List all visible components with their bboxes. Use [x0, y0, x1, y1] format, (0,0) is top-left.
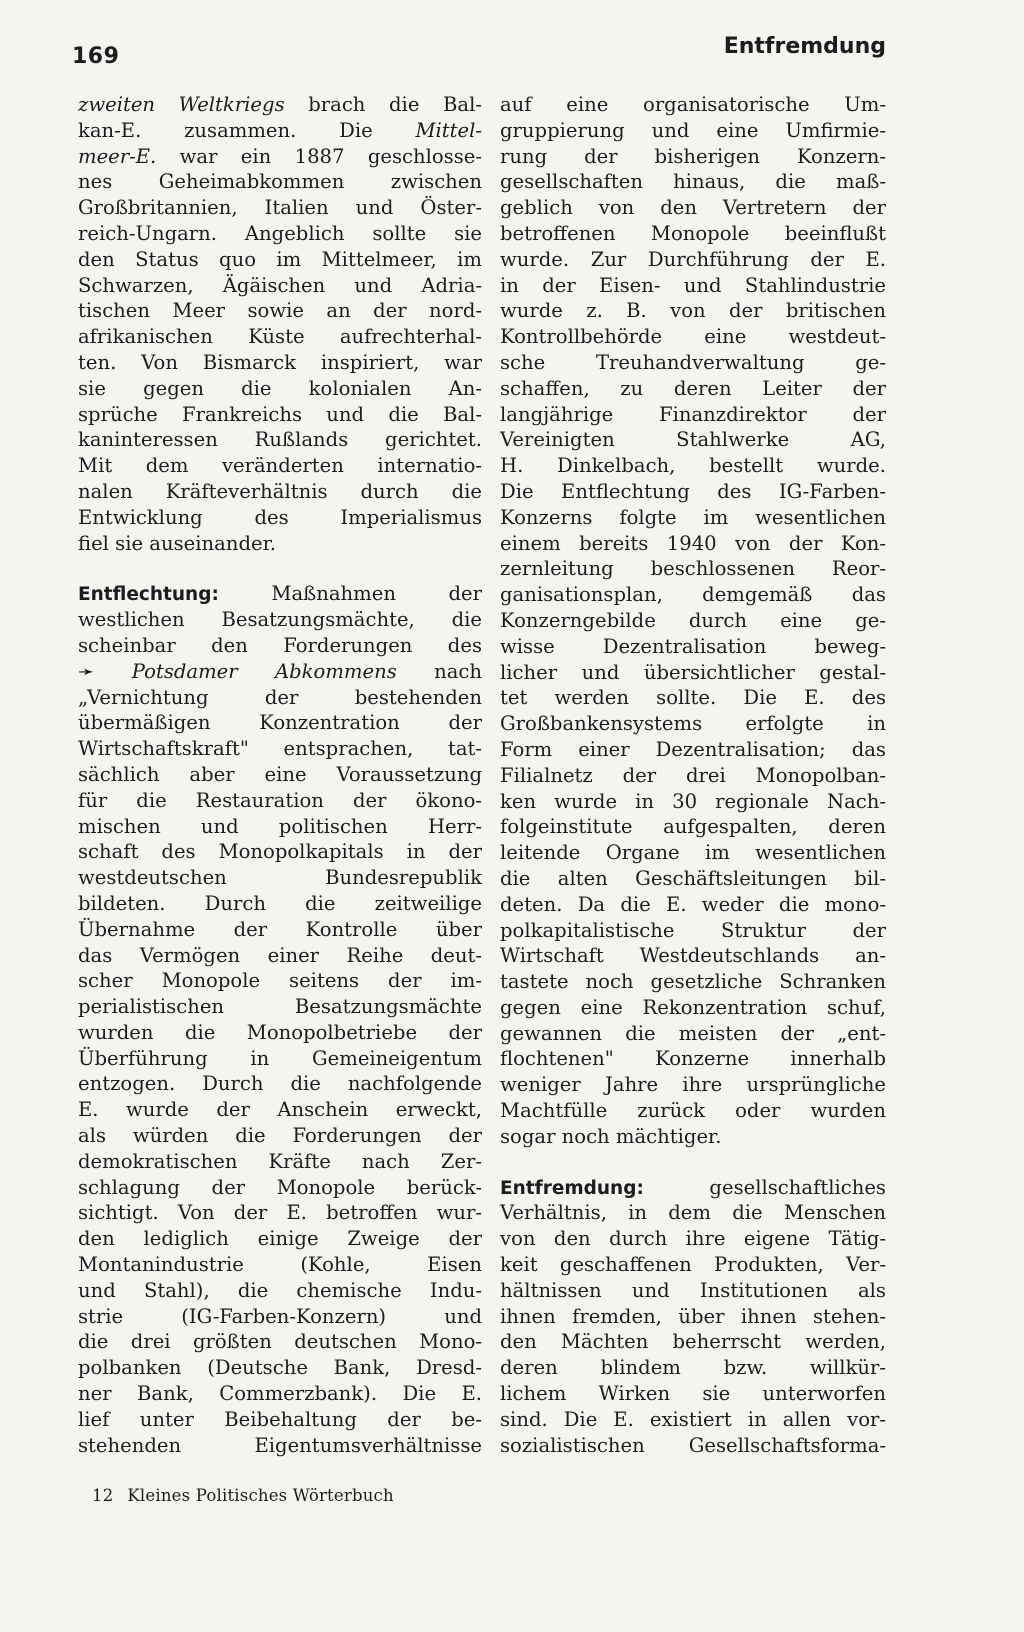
text-line: von den durch ihre eigene Tätig- [500, 1227, 886, 1251]
text-line: den Status quo im Mittelmeer, im [78, 247, 482, 271]
text-line: lichem Wirken sie unterworfen [500, 1382, 886, 1406]
text-line: stehenden Eigentumsverhältnisse [78, 1433, 482, 1457]
text-line: leitende Organe im wesentlichen [500, 841, 886, 865]
text-span: kan-E. zusammen. Die [78, 118, 416, 142]
text-line: H. Dinkelbach, bestellt wurde. [500, 454, 886, 478]
text-line: schlagung der Monopole berück- [78, 1175, 482, 1199]
paragraph-entflechtung-continued [500, 92, 886, 1150]
text-line: Kontrollbehörde eine westdeut- [500, 325, 886, 349]
text-line: scheinbar den Forderungen des [78, 633, 482, 657]
text-line: licher und übersichtlicher gestal- [500, 660, 886, 684]
text-line: Form einer Dezentralisation; das [500, 737, 886, 761]
text-line: westdeutschen Bundesrepublik [78, 866, 482, 890]
text-line: tastete noch gesetzliche Schranken [500, 970, 886, 994]
text-line: langjährige Finanzdirektor der [500, 402, 886, 426]
text-line: sche Treuhandverwaltung ge- [500, 350, 886, 374]
text-line: Filialnetz der drei Monopolban- [500, 763, 886, 787]
page-footer [92, 1486, 394, 1505]
text-line: deren blindem bzw. willkür- [500, 1356, 886, 1380]
paragraph-gap [78, 556, 482, 581]
text-line: wisse Dezentralisation beweg- [500, 634, 886, 658]
entry-term-entfremdung: Entfremdung: [500, 1177, 644, 1199]
text-line: sichtigt. Von der E. betroffen wur- [78, 1201, 482, 1225]
text-line: strie (IG-Farben-Konzern) und [78, 1304, 482, 1328]
text-line: ner Bank, Commerzbank). Die E. [78, 1382, 482, 1406]
text-line [78, 144, 482, 170]
text-line: wurde z. B. von der britischen [500, 299, 886, 323]
text-line: wurden die Monopolbetriebe der [78, 1020, 482, 1044]
text-line: ken wurde in 30 regionale Nach- [500, 789, 886, 813]
text-line: Großbankensystems erfolgte in [500, 712, 886, 736]
paragraph-entflechtung-body [78, 685, 482, 1459]
text-line: sind. Die E. existiert in allen vor- [500, 1407, 886, 1431]
text-line: fiel sie auseinander. [78, 531, 277, 555]
text-line: demokratischen Kräfte nach Zer- [78, 1149, 482, 1173]
text-line: Schwarzen, Ägäischen und Adria- [78, 273, 482, 297]
text-line: Die Entflechtung des IG-Farben- [500, 479, 886, 503]
text-line: Verhältnis, in dem die Menschen [500, 1201, 886, 1225]
text-span: nach [396, 659, 482, 683]
text-line: Konzerns folgte im wesentlichen [500, 505, 886, 529]
paragraph-entflechtung-start [78, 607, 482, 659]
text-line: Wirtschaft Westdeutschlands an- [500, 944, 886, 968]
text-line: mischen und politischen Herr- [78, 814, 482, 838]
text-line: nes Geheimabkommen zwischen [78, 170, 482, 194]
text-line: geblich von den Vertretern der [500, 196, 886, 220]
text-line: afrikanischen Küste aufrechterhal- [78, 325, 482, 349]
text-line: den lediglich einige Zweige der [78, 1227, 482, 1251]
text-line: sogar noch mächtiger. [500, 1124, 722, 1148]
text-line: bildeten. Durch die zeitweilige [78, 891, 482, 915]
printer-signature: 12 [92, 1486, 114, 1505]
text-span: Maßnahmen der [218, 582, 482, 606]
text-line: tischen Meer sowie an der nord- [78, 299, 482, 323]
text-line: betroffenen Monopole beeinflußt [500, 221, 886, 245]
text-line: sozialistischen Gesellschaftsforma- [500, 1433, 886, 1457]
text-line: Montanindustrie (Kohle, Eisen [78, 1253, 482, 1277]
text-line: entzogen. Durch die nachfolgende [78, 1072, 482, 1096]
entry-first-line [78, 581, 482, 607]
text-line: übermäßigen Konzentration der [78, 711, 482, 735]
text-span: war ein 1887 geschlosse- [156, 144, 482, 168]
text-line: flochtenen" Konzerne innerhalb [500, 1047, 886, 1071]
paragraph-gap [500, 1150, 886, 1175]
text-line: einem bereits 1940 von der Kon- [500, 531, 886, 555]
text-line: rung der bisherigen Konzern- [500, 144, 886, 168]
text-line: sie gegen die kolonialen An- [78, 376, 482, 400]
text-line: nalen Kräfteverhältnis durch die [78, 479, 482, 503]
arrow-icon: ➛ [78, 659, 95, 683]
text-line: zernleitung beschlossenen Reor- [500, 557, 886, 581]
text-line: den Mächten beherrscht werden, [500, 1330, 886, 1354]
text-line [78, 92, 482, 118]
right-column [500, 92, 886, 1458]
text-line: Vereinigten Stahlwerke AG, [500, 428, 886, 452]
text-line: Mit dem veränderten internatio- [78, 454, 482, 478]
text-line: die alten Geschäftsleitungen bil- [500, 866, 886, 890]
paragraph-balkan [78, 169, 482, 556]
entry-term-entflechtung: Entflechtung: [78, 584, 219, 606]
running-head: Entfremdung [723, 34, 886, 59]
text-line: folgeinstitute aufgespalten, deren [500, 815, 886, 839]
text-line: polkapitalistische Struktur der [500, 918, 886, 942]
text-line [78, 118, 482, 144]
cross-reference-potsdamer-abkommen: Potsdamer Abkommens [94, 659, 397, 683]
italic-term: meer-E. [78, 144, 157, 168]
text-line: das Vermögen einer Reihe deut- [78, 943, 482, 967]
text-line: ganisationsplan, demgemäß das [500, 583, 886, 607]
text-line: als würden die Forderungen der [78, 1124, 482, 1148]
text-line: Konzerngebilde durch eine ge- [500, 608, 886, 632]
text-line: Großbritannien, Italien und Öster- [78, 196, 482, 220]
text-line: lief unter Beibehaltung der be- [78, 1407, 482, 1431]
text-line: E. wurde der Anschein erweckt, [78, 1098, 482, 1122]
text-line: auf eine organisatorische Um- [500, 93, 886, 116]
text-line: kaninteressen Rußlands gerichtet. [78, 428, 482, 452]
text-line: deten. Da die E. weder die mono- [500, 892, 886, 916]
italic-term: zweiten Weltkriegs [78, 93, 285, 116]
text-line: Machtfülle zurück oder wurden [500, 1099, 886, 1123]
text-line: perialistischen Besatzungsmächte [78, 995, 482, 1019]
text-line: Wirtschaftskraft" entsprachen, tat- [78, 737, 482, 761]
text-line: ten. Von Bismarck inspiriert, war [78, 350, 482, 374]
text-span: brach die Bal- [284, 93, 482, 116]
text-line: Entwicklung des Imperialismus [78, 505, 482, 529]
text-span: gesellschaftliches [643, 1175, 886, 1199]
text-line: sächlich aber eine Voraussetzung [78, 762, 482, 786]
text-line: Überführung in Gemeineigentum [78, 1046, 482, 1070]
text-line: weniger Jahre ihre ursprüngliche [500, 1073, 886, 1097]
text-line: für die Restauration der ökono- [78, 788, 482, 812]
entry-first-line [500, 1175, 886, 1201]
text-line: wurde. Zur Durchführung der E. [500, 247, 886, 271]
text-line: und Stahl), die chemische Indu- [78, 1278, 482, 1302]
text-line: „Vernichtung der bestehenden [78, 685, 482, 709]
left-column [78, 92, 482, 1458]
text-line: hältnissen und Institutionen als [500, 1278, 886, 1302]
text-line: westlichen Besatzungsmächte, die [78, 608, 482, 632]
text-line: gewannen die meisten der „ent- [500, 1021, 886, 1045]
italic-term: Mittel- [415, 118, 482, 142]
text-line: schaffen, zu deren Leiter der [500, 376, 886, 400]
text-line: die drei größten deutschen Mono- [78, 1330, 482, 1354]
text-line: sprüche Frankreichs und die Bal- [78, 402, 482, 426]
book-title: Kleines Politisches Wörterbuch [127, 1486, 394, 1505]
paragraph-entfremdung [500, 1200, 886, 1458]
text-line: ihnen fremden, über ihnen stehen- [500, 1304, 886, 1328]
text-line: reich-Ungarn. Angeblich sollte sie [78, 221, 482, 245]
text-line: polbanken (Deutsche Bank, Dresd- [78, 1356, 482, 1380]
text-line: keit geschaffenen Produkten, Ver- [500, 1253, 886, 1277]
text-line: in der Eisen- und Stahlindustrie [500, 273, 886, 297]
text-line: gruppierung und eine Umfirmie- [500, 118, 886, 142]
cross-reference-line [78, 659, 482, 685]
text-line: gegen eine Rekonzentration schuf, [500, 995, 886, 1019]
text-line: gesellschaften hinaus, die maß- [500, 170, 886, 194]
page-number: 169 [72, 44, 120, 69]
text-line: schaft des Monopolkapitals in der [78, 840, 482, 864]
text-line: scher Monopole seitens der im- [78, 969, 482, 993]
text-line: tet werden sollte. Die E. des [500, 686, 886, 710]
text-line: Übernahme der Kontrolle über [78, 917, 482, 941]
